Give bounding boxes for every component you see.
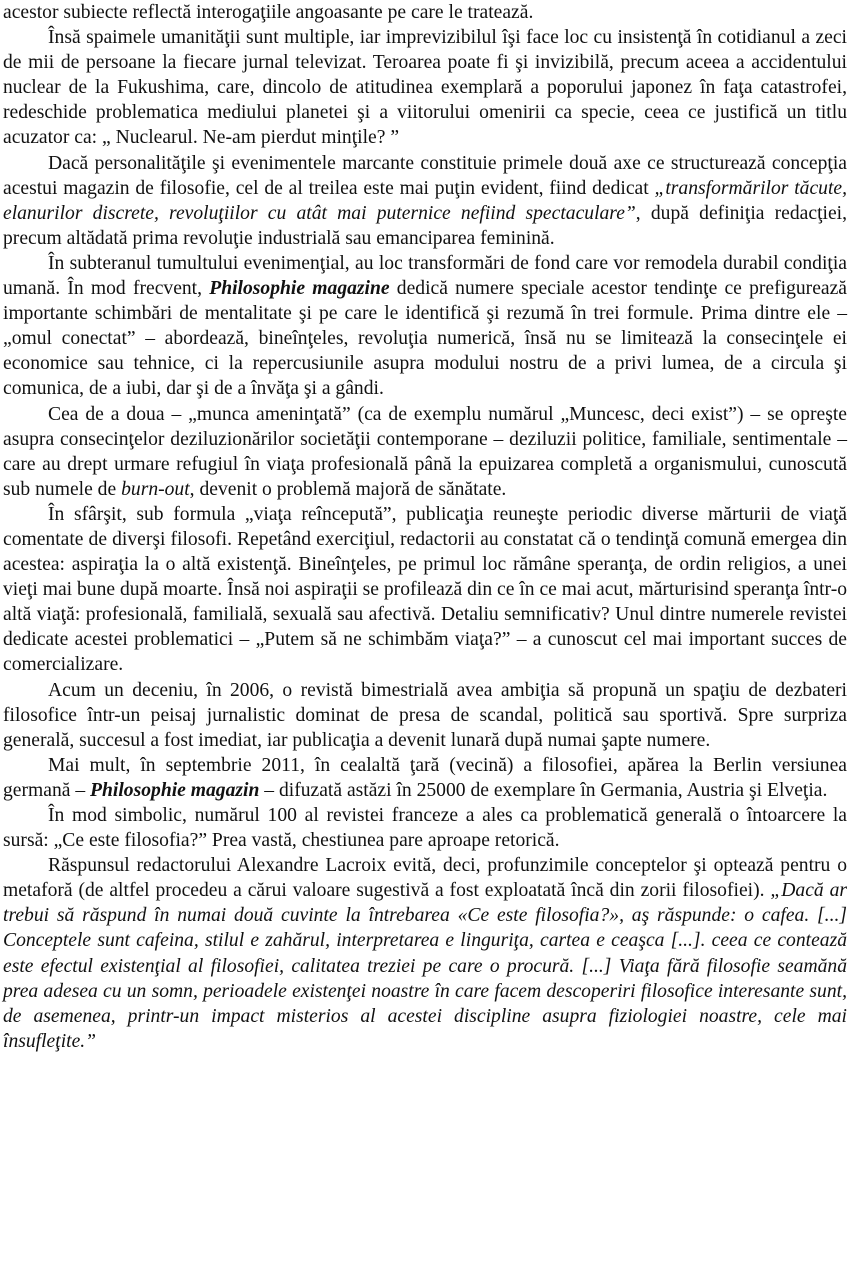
- text-segment: Însă spaimele umanităţii sunt multiple, iar imprevizibilul îşi face loc cu insistenţă în cotidianul a zeci de mii de persoane la fiecare jurnal televizat. Teroarea poate fi şi invizibilă, precum aceea a accidentului nuclear de la Fukushima, care, dincolo de atitudinea exemplară a poporului japonez în faţa catastrofei, redeschide problematica mediului planetei şi a viitorului omenirii ca specie, ceea ce justifică un titlu acuzator ca: „ Nuclearul. Ne-am pierdut minţile? ”: [3, 27, 847, 149]
- paragraph-10: [3, 853, 847, 1054]
- paragraph-3: [3, 151, 847, 251]
- text-segment: acestor subiecte reflectă interogaţiile angoasante pe care le tratează.: [3, 2, 534, 23]
- text-segment: În subteranul tumultului evenimenţial, au loc transformări de fond care vor remodela durabil condiţia umană. În mod frecvent,: [3, 252, 847, 300]
- text-segment: Acum un deceniu, în 2006, o revistă bimestrială avea ambiţia să propună un spaţiu de dezbateri filosofice într-un peisaj jurnalistic dominat de presa de scandal, politică sau sportivă. Spre surpriza generală, succesul a fost imediat, iar publicaţia a devenit lunară după numai şapte numere.: [3, 679, 847, 751]
- magazine-title: Philosophie magazin: [90, 779, 260, 801]
- text-segment: Dacă personalităţile şi evenimentele marcante constituie primele două axe ce structurează concepţia acestui magazin de filosofie, cel de al treilea este mai puţin evident, fiind dedicat: [3, 152, 847, 199]
- text-segment: Cea de a doua – „munca ameninţată” (ca de exemplu numărul „Muncesc, deci exist”) – se opreşte asupra consecinţelor deziluzionărilor societăţii contemporane – deziluzii politice, familiale, sentimentale – care au drept urmare refugiul în viaţa profesională până la epuizarea completă a organismului, cunoscută sub numele de: [3, 403, 847, 500]
- paragraph-4: [3, 251, 847, 402]
- italic-quote: „transformărilor tăcute, elanurilor discrete, revoluţiilor cu atât mai puternice nefiind spectaculare”: [3, 177, 847, 224]
- italic-term: burn-out: [121, 478, 190, 500]
- paragraph-8: [3, 753, 847, 803]
- magazine-title: Philosophie magazine: [209, 278, 390, 300]
- text-segment: dedică numere speciale acestor tendinţe ce prefigurează importante schimbări de mentalitate şi pe care le identifică şi rezumă în trei formule. Prima dintre ele – „omul conectat” – abordează, bineînţeles, revoluţia numerică, însă nu se limitează la consecinţele ei economice sau tehnice, ci la repercusiunile asupra modului nostru de a privi lumea, de a circula şi comunica, de a iubi, dar şi de a învăţa şi a gândi.: [3, 278, 847, 400]
- text-segment: , după definiţia redacţiei, precum altădată prima revoluţie industrială sau emanciparea feminină.: [3, 202, 847, 249]
- italic-quote: „Dacă ar trebui să răspund în numai două cuvinte la întrebarea «Ce este filosofia?», aş răspunde: o cafea. [...] Conceptele sunt cafeina, stilul e zahărul, interpretarea e linguriţa, cartea e ceaşca [...]. ceea ce contează este efectul existenţial al filosofiei, calitatea treziei pe care o procură. [...] Viaţa fără filosofie seamănă prea adesea cu un somn, perioadele existenţei noastre în care facem descoperiri filosofice interesante sunt, de asemenea, printr-un impact misterios al acestei discipline asupra fiziologiei noastre, cele mai însufleţite.”: [3, 880, 847, 1052]
- paragraph-7: [3, 678, 847, 753]
- text-segment: , devenit o problemă majoră de sănătate.: [189, 478, 507, 500]
- paragraph-6: [3, 502, 847, 678]
- text-segment: Mai mult, în septembrie 2011, în cealaltă ţară (vecină) a filosofiei, apărea la Berlin versiunea germană –: [3, 754, 847, 801]
- paragraph-2: [3, 25, 847, 150]
- text-segment: În sfârşit, sub formula „viaţa reîncepută”, publicaţia reuneşte periodic diverse mărturii de viaţă comentate de diverşi filosofi. Repetând exerciţiul, redactorii au constatat că o tendinţă comună emergea din acestea: aspiraţia la o altă existenţă. Bineînţeles, pe primul loc rămâne speranţa, de ordin religios, a unei vieţi mai bune după moarte. Însă noi aspiraţii se profilează din ce în ce mai acut, mărturisind speranţa într-o altă viaţă: profesională, familială, sexuală sau afectivă. Detaliu semnificativ? Unul dintre numerele revistei dedicate acestei problematici – „Putem să ne schimbăm viaţa?” – a cunoscut cel mai important succes de comercializare.: [3, 503, 848, 676]
- paragraph-1: [3, 0, 847, 25]
- text-segment: În mod simbolic, numărul 100 al revistei franceze a ales ca problematică generală o întoarcere la sursă: „Ce este filosofia?” Prea vastă, chestiunea pare aproape retorică.: [3, 805, 847, 852]
- text-segment: Răspunsul redactorului Alexandre Lacroix evită, deci, profunzimile conceptelor şi optează pentru o metaforă (de altfel procedeu a cărui valoare sugestivă a fost exploatată încă din zorii filosofiei).: [3, 855, 847, 902]
- paragraph-9: [3, 803, 847, 853]
- text-segment: – difuzată astăzi în 25000 de exemplare în Germania, Austria şi Elveţia.: [259, 779, 828, 801]
- paragraph-5: [3, 402, 847, 502]
